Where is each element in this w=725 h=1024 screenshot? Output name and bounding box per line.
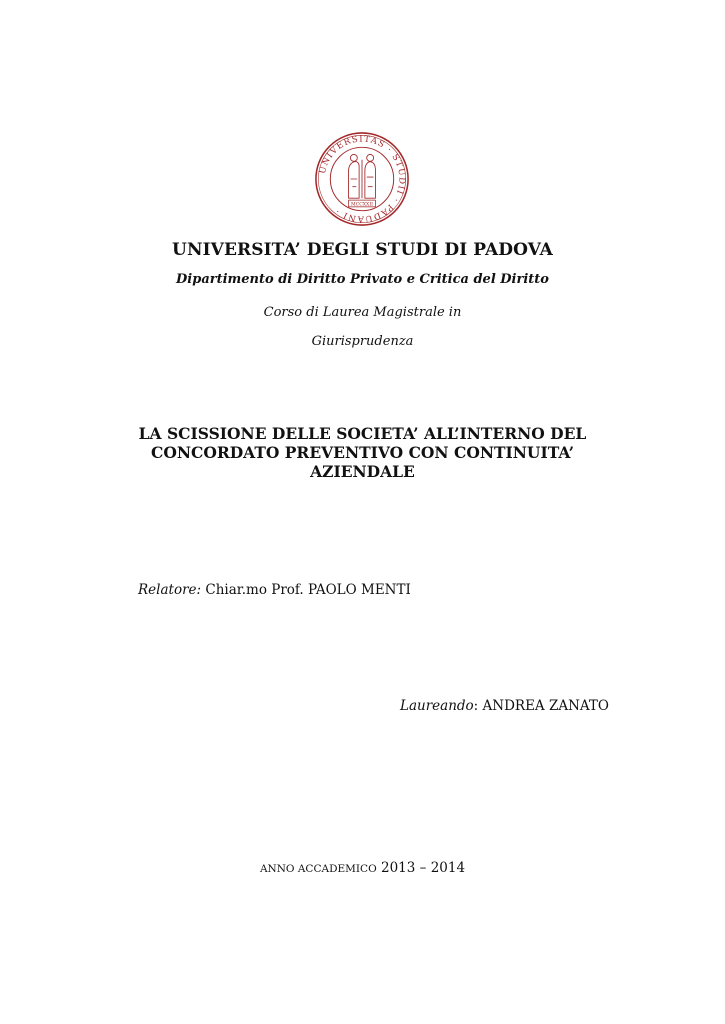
- thesis-title-line: LA SCISSIONE DELLE SOCIETA’ ALL’INTERNO DEL: [138, 424, 587, 443]
- academic-year-value: 2013 – 2014: [381, 860, 466, 876]
- academic-year-line: [0, 860, 725, 876]
- thesis-title: [0, 424, 725, 481]
- department-name: Dipartimento di Diritto Privato e Critica del Diritto: [176, 272, 549, 287]
- candidate-separator: :: [473, 698, 479, 714]
- candidate-label: Laureando: [400, 698, 474, 714]
- candidate-line: [400, 698, 609, 714]
- supervisor-name: Chiar.mo Prof. PAOLO MENTI: [205, 582, 411, 598]
- thesis-title-line: CONCORDATO PREVENTIVO CON CONTINUITA’: [151, 443, 574, 462]
- thesis-title-line: AZIENDALE: [310, 462, 415, 481]
- course-line-2: Giurisprudenza: [311, 334, 414, 349]
- course-line-1: Corso di Laurea Magistrale in: [263, 305, 462, 320]
- university-name: UNIVERSITA’ DEGLI STUDI DI PADOVA: [172, 240, 553, 260]
- supervisor-line: [138, 582, 411, 598]
- svg-text:MCCXXII: MCCXXII: [351, 202, 373, 208]
- academic-year-label: ANNO ACCADEMICO: [259, 863, 377, 875]
- candidate-name: ANDREA ZANATO: [482, 698, 610, 714]
- svg-text:UNIVERSITAS · STUDII · PADUANI: UNIVERSITAS · STUDII · PADUANI ·: [317, 134, 407, 224]
- supervisor-label: Relatore:: [138, 582, 202, 598]
- university-seal-logo: [314, 131, 410, 227]
